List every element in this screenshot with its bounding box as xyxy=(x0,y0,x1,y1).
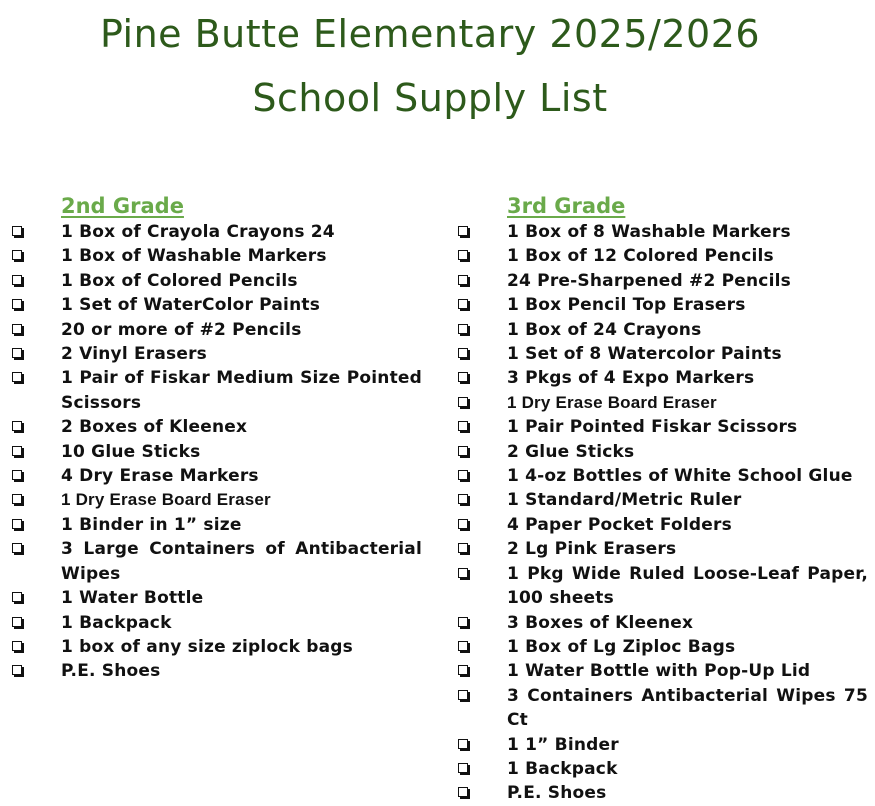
list-item[interactable]: 20 or more of #2 Pencils xyxy=(12,318,422,342)
list-item[interactable]: 1 Standard/Metric Ruler xyxy=(458,488,868,512)
checkbox-icon[interactable] xyxy=(458,275,468,285)
list-item[interactable]: 1 Water Bottle with Pop-Up Lid xyxy=(458,659,868,683)
checkbox-icon[interactable] xyxy=(12,592,22,602)
checkbox-icon[interactable] xyxy=(458,421,468,431)
grade2-list xyxy=(12,220,422,684)
list-item[interactable]: 1 4-oz Bottles of White School Glue xyxy=(458,464,868,488)
checkbox-icon[interactable] xyxy=(12,372,22,382)
checkbox-icon[interactable] xyxy=(458,617,468,627)
checkbox-icon[interactable] xyxy=(458,739,468,749)
page-title: Pine Butte Elementary 2025/2026 xyxy=(99,12,761,56)
checkbox-icon[interactable] xyxy=(12,543,22,553)
checkbox-icon[interactable] xyxy=(458,324,468,334)
checkbox-icon[interactable] xyxy=(458,250,468,260)
list-item[interactable]: P.E. Shoes xyxy=(12,659,422,683)
checkbox-icon[interactable] xyxy=(458,568,468,578)
list-item[interactable]: 1 Water Bottle xyxy=(12,586,422,610)
checkbox-icon[interactable] xyxy=(458,494,468,504)
list-item[interactable]: 1 Pkg Wide Ruled Loose-Leaf Paper, 100 sheets xyxy=(458,562,868,611)
checkbox-icon[interactable] xyxy=(458,763,468,773)
list-item[interactable]: 1 Box of Crayola Crayons 24 xyxy=(12,220,422,244)
list-item[interactable]: 3 Containers Antibacterial Wipes 75 Ct xyxy=(458,684,868,733)
grade3-heading: 3rd Grade xyxy=(507,194,626,218)
list-item[interactable]: P.E. Shoes xyxy=(458,781,868,805)
checkbox-icon[interactable] xyxy=(458,446,468,456)
list-item[interactable]: 1 Box of Colored Pencils xyxy=(12,269,422,293)
checkbox-icon[interactable] xyxy=(12,519,22,529)
list-item[interactable]: 1 Dry Erase Board Eraser xyxy=(12,488,422,512)
grade2-heading: 2nd Grade xyxy=(61,194,184,218)
list-item[interactable]: 1 Pair of Fiskar Medium Size Pointed Scissors xyxy=(12,366,422,415)
page-subtitle: School Supply List xyxy=(252,76,608,120)
list-item[interactable]: 4 Dry Erase Markers xyxy=(12,464,422,488)
list-item[interactable]: 4 Paper Pocket Folders xyxy=(458,513,868,537)
checkbox-icon[interactable] xyxy=(458,543,468,553)
list-item[interactable]: 24 Pre-Sharpened #2 Pencils xyxy=(458,269,868,293)
checkbox-icon[interactable] xyxy=(12,226,22,236)
list-item[interactable]: 1 Box of 12 Colored Pencils xyxy=(458,244,868,268)
checkbox-icon[interactable] xyxy=(12,617,22,627)
list-item[interactable]: 1 Binder in 1” size xyxy=(12,513,422,537)
checkbox-icon[interactable] xyxy=(458,397,468,407)
checkbox-icon[interactable] xyxy=(12,299,22,309)
checkbox-icon[interactable] xyxy=(458,690,468,700)
checkbox-icon[interactable] xyxy=(12,275,22,285)
grade2-column xyxy=(12,192,422,684)
list-item[interactable]: 1 Box of Lg Ziploc Bags xyxy=(458,635,868,659)
grade3-column xyxy=(458,192,868,806)
list-item[interactable]: 2 Lg Pink Erasers xyxy=(458,537,868,561)
list-item[interactable]: 1 Backpack xyxy=(458,757,868,781)
list-item[interactable]: 1 Box of 8 Washable Markers xyxy=(458,220,868,244)
list-item[interactable]: 1 Box of Washable Markers xyxy=(12,244,422,268)
checkbox-icon[interactable] xyxy=(458,787,468,797)
checkbox-icon[interactable] xyxy=(458,665,468,675)
checkbox-icon[interactable] xyxy=(12,348,22,358)
checkbox-icon[interactable] xyxy=(12,494,22,504)
checkbox-icon[interactable] xyxy=(458,348,468,358)
list-item[interactable]: 2 Vinyl Erasers xyxy=(12,342,422,366)
list-item[interactable]: 1 Set of WaterColor Paints xyxy=(12,293,422,317)
checkbox-icon[interactable] xyxy=(12,250,22,260)
list-item[interactable]: 2 Boxes of Kleenex xyxy=(12,415,422,439)
list-item[interactable]: 1 1” Binder xyxy=(458,733,868,757)
checkbox-icon[interactable] xyxy=(12,470,22,480)
checkbox-icon[interactable] xyxy=(12,446,22,456)
list-item[interactable]: 1 Pair Pointed Fiskar Scissors xyxy=(458,415,868,439)
list-item[interactable]: 1 Box Pencil Top Erasers xyxy=(458,293,868,317)
list-item[interactable]: 1 Box of 24 Crayons xyxy=(458,318,868,342)
checkbox-icon[interactable] xyxy=(458,226,468,236)
checkbox-icon[interactable] xyxy=(458,372,468,382)
checkbox-icon[interactable] xyxy=(458,641,468,651)
checkbox-icon[interactable] xyxy=(12,641,22,651)
checkbox-icon[interactable] xyxy=(12,665,22,675)
list-item[interactable]: 3 Pkgs of 4 Expo Markers xyxy=(458,366,868,390)
grade3-list xyxy=(458,220,868,806)
checkbox-icon[interactable] xyxy=(458,299,468,309)
checkbox-icon[interactable] xyxy=(458,519,468,529)
list-item[interactable]: 1 Dry Erase Board Eraser xyxy=(458,391,868,415)
checkbox-icon[interactable] xyxy=(12,324,22,334)
list-item[interactable]: 1 Backpack xyxy=(12,611,422,635)
list-item[interactable]: 10 Glue Sticks xyxy=(12,440,422,464)
list-item[interactable]: 3 Boxes of Kleenex xyxy=(458,611,868,635)
list-item[interactable]: 1 Set of 8 Watercolor Paints xyxy=(458,342,868,366)
list-item[interactable]: 2 Glue Sticks xyxy=(458,440,868,464)
checkbox-icon[interactable] xyxy=(458,470,468,480)
list-item[interactable]: 3 Large Containers of Antibacterial Wipes xyxy=(12,537,422,586)
list-item[interactable]: 1 box of any size ziplock bags xyxy=(12,635,422,659)
checkbox-icon[interactable] xyxy=(12,421,22,431)
